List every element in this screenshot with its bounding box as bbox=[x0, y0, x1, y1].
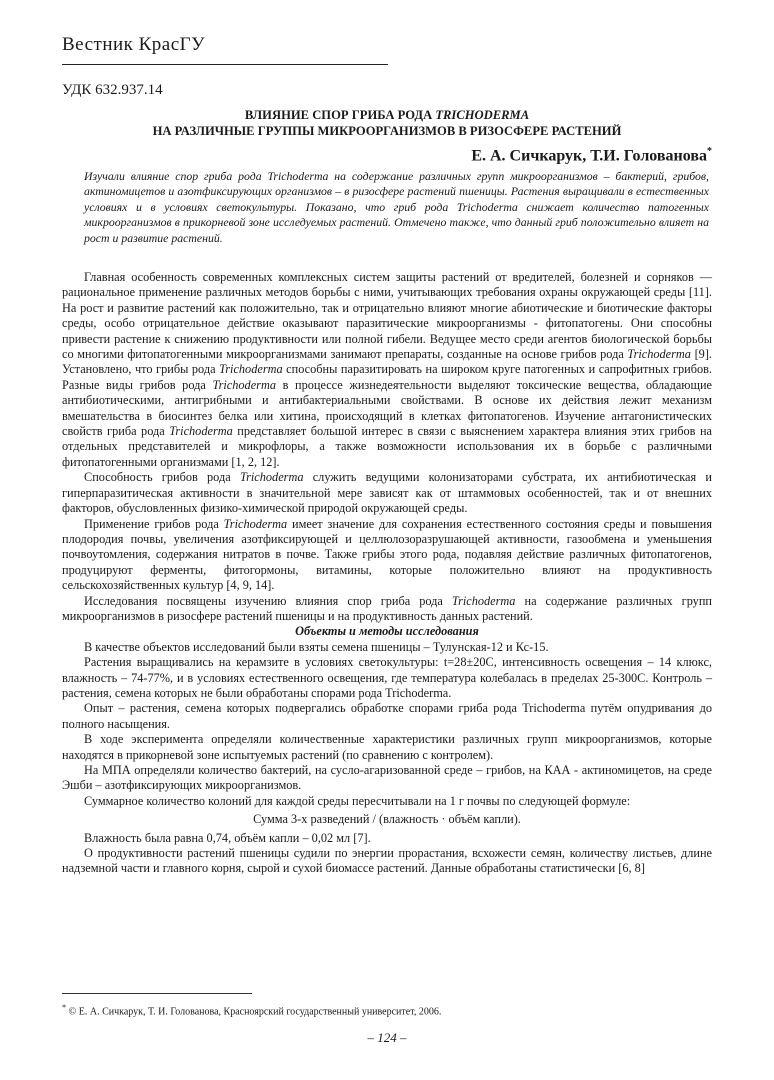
methods-paragraph-7: Влажность была равна 0,74, объём капли – 0,02 мл [7]. bbox=[84, 830, 371, 845]
header-divider bbox=[62, 64, 388, 65]
intro-paragraph-1: Главная особенность современных комплексных систем защиты растений от вредителей, болезней и сорняков — рациональное применение различных методов борьбы с ними, учитывающих требования охраны окружающей среды [11]. На рост и развитие растений как положительно, так и отрицательно влияют многие абиотические и биотические факторы среды, особо отрицательное действие оказывают паразитические микроорганизмы - фитопатогены. Они способны привести растение к снижению продуктивности или полной гибели. Ведущее место среди агентов биологической борьбы со многими фитопатогенными микроорганизмами занимают препараты, созданные на основе грибов рода Trichoderma [9]. Установлено, что грибы рода Trichoderma способны паразитировать на широком круге патогенных и сапрофитных грибов. Разные виды грибов рода Trichoderma в процессе жизнедеятельности выделяют токсические вещества, обладающие антибиотическими, антигрибными и антибактериальными свойствами. В основе их действия лежит механизм вмешательства в биосинтез белка или хитина, происходящий в клетках фитопатогенов. Изучение антагонистических свойств гриба рода Trichoderma представляет большой интерес в связи с выяснением характера влияния этих грибов на отдельных представителей и микрофлоры, а также возможности использования их в борьбе с различными фитопатогенными организмами [1, 2, 12]. bbox=[62, 270, 712, 469]
authors bbox=[471, 146, 712, 165]
title-line1-prefix: ВЛИЯНИЕ СПОР ГРИБА РОДА bbox=[244, 108, 436, 122]
methods-paragraph-5: На МПА определяли количество бактерий, на сусло-агаризованной среде – грибов, на КАА - актиномицетов, на среде Эшби – азотфиксирующих микроорганизмов. bbox=[62, 763, 712, 793]
footnote-mark: * bbox=[62, 1003, 67, 1012]
intro-paragraph-4: Исследования посвящены изучению влияния спор гриба рода Trichoderma на содержание различных групп микроорганизмов в ризосфере растений пшеницы и на продуктивность данных растений. bbox=[62, 593, 712, 623]
udk-code: УДК 632.937.14 bbox=[62, 82, 163, 98]
footnote-text: © Е. А. Сичкарук, Т. И. Голованова, Красноярский государственный университет, 2006. bbox=[68, 1006, 442, 1018]
article-body bbox=[62, 270, 712, 877]
title-line1-italic: TRICHODERMA bbox=[435, 108, 530, 122]
journal-title: Вестник КрасГУ bbox=[62, 34, 206, 55]
footnote-divider bbox=[62, 993, 252, 994]
footnote bbox=[62, 1003, 441, 1017]
intro-paragraph-3: Применение грибов рода Trichoderma имеет значение для сохранения естественного состояния среды и повышения плодородия почвы, увеличения азотфиксирующей и целлюлозоразрушающей активности, газообмена и уменьшения почвоутомления, содержания нитратов в почве. Также грибы этого рода, подавляя действие различных фитопатогенов, продуцируют ферменты, фитогормоны, витамины, которые положительно влияют на продуктивность сельскохозяйственных культур [4, 9, 14]. bbox=[62, 516, 713, 593]
methods-paragraph-4: В ходе эксперимента определяли количественные характеристики различных групп микроорганизмов, которые находятся в прикорневой зоне испытуемых растений (по сравнению с контролем). bbox=[62, 732, 712, 762]
methods-paragraph-8: О продуктивности растений пшеницы судили по энергии прорастания, всхожести семян, количеству листьев, длине надземной части и главного корня, сырой и сухой биомассе растений. Данные обработаны статистически [6, 8] bbox=[62, 846, 712, 876]
methods-paragraph-6: Суммарное количество колоний для каждой среды пересчитывали на 1 г почвы по следующей формуле: bbox=[84, 793, 631, 808]
author-names: Е. А. Сичкарук, Т.И. Голованова bbox=[471, 147, 707, 165]
intro-paragraph-2: Способность грибов рода Trichoderma служить ведущими колонизаторами субстрата, их антибиотическая и гиперпаразитическая активности в значительной мере зависят как от штаммовых особенностей, так и от внешних факторов, обусловленных физико-химической природой окружающей среды. bbox=[62, 470, 712, 516]
methods-paragraph-2: Растения выращивались на керамзите в условиях светокультуры: t=28±20С, интенсивность освещения – 14 клюкс, влажность – 74-77%, и в условиях естественного освещения, где температура колебалась в пределах 25-300С. Контроль – растения, семена которых не были обработаны спорами рода Trichoderma. bbox=[62, 655, 712, 700]
methods-paragraph-1: В качестве объектов исследований были взяты семена пшеницы – Тулунская-12 и Кс-15. bbox=[84, 639, 549, 654]
section-heading: Объекты и методы исследования bbox=[295, 624, 479, 639]
abstract: Изучали влияние спор гриба рода Trichoderma на содержание различных групп микроорганизмов – бактерий, грибов, актиномицетов и азотфиксирующих организмов – в ризосфере растений пшеницы. Растения выращивали в естественных условиях и в условиях светокультуры. Показано, что гриб рода Trichoderma снижает количество патогенных микроорганизмов в прикорневой зоне исследуемых растений. Отмечено также, что данный гриб положительно влияет на рост и развитие растений. bbox=[84, 169, 709, 245]
author-footnote-mark: * bbox=[707, 146, 712, 157]
article-title bbox=[62, 107, 712, 139]
page-number: – 124 – bbox=[367, 1030, 407, 1045]
formula: Сумма 3-х разведений / (влажность · объём капли). bbox=[253, 812, 521, 827]
title-line2: НА РАЗЛИЧНЫЕ ГРУППЫ МИКРООРГАНИЗМОВ В РИЗОСФЕРЕ РАСТЕНИЙ bbox=[152, 124, 622, 138]
methods-paragraph-3: Опыт – растения, семена которых подвергались обработке спорами гриба рода Trichoderma путём опудривания до полного насыщения. bbox=[62, 701, 712, 731]
